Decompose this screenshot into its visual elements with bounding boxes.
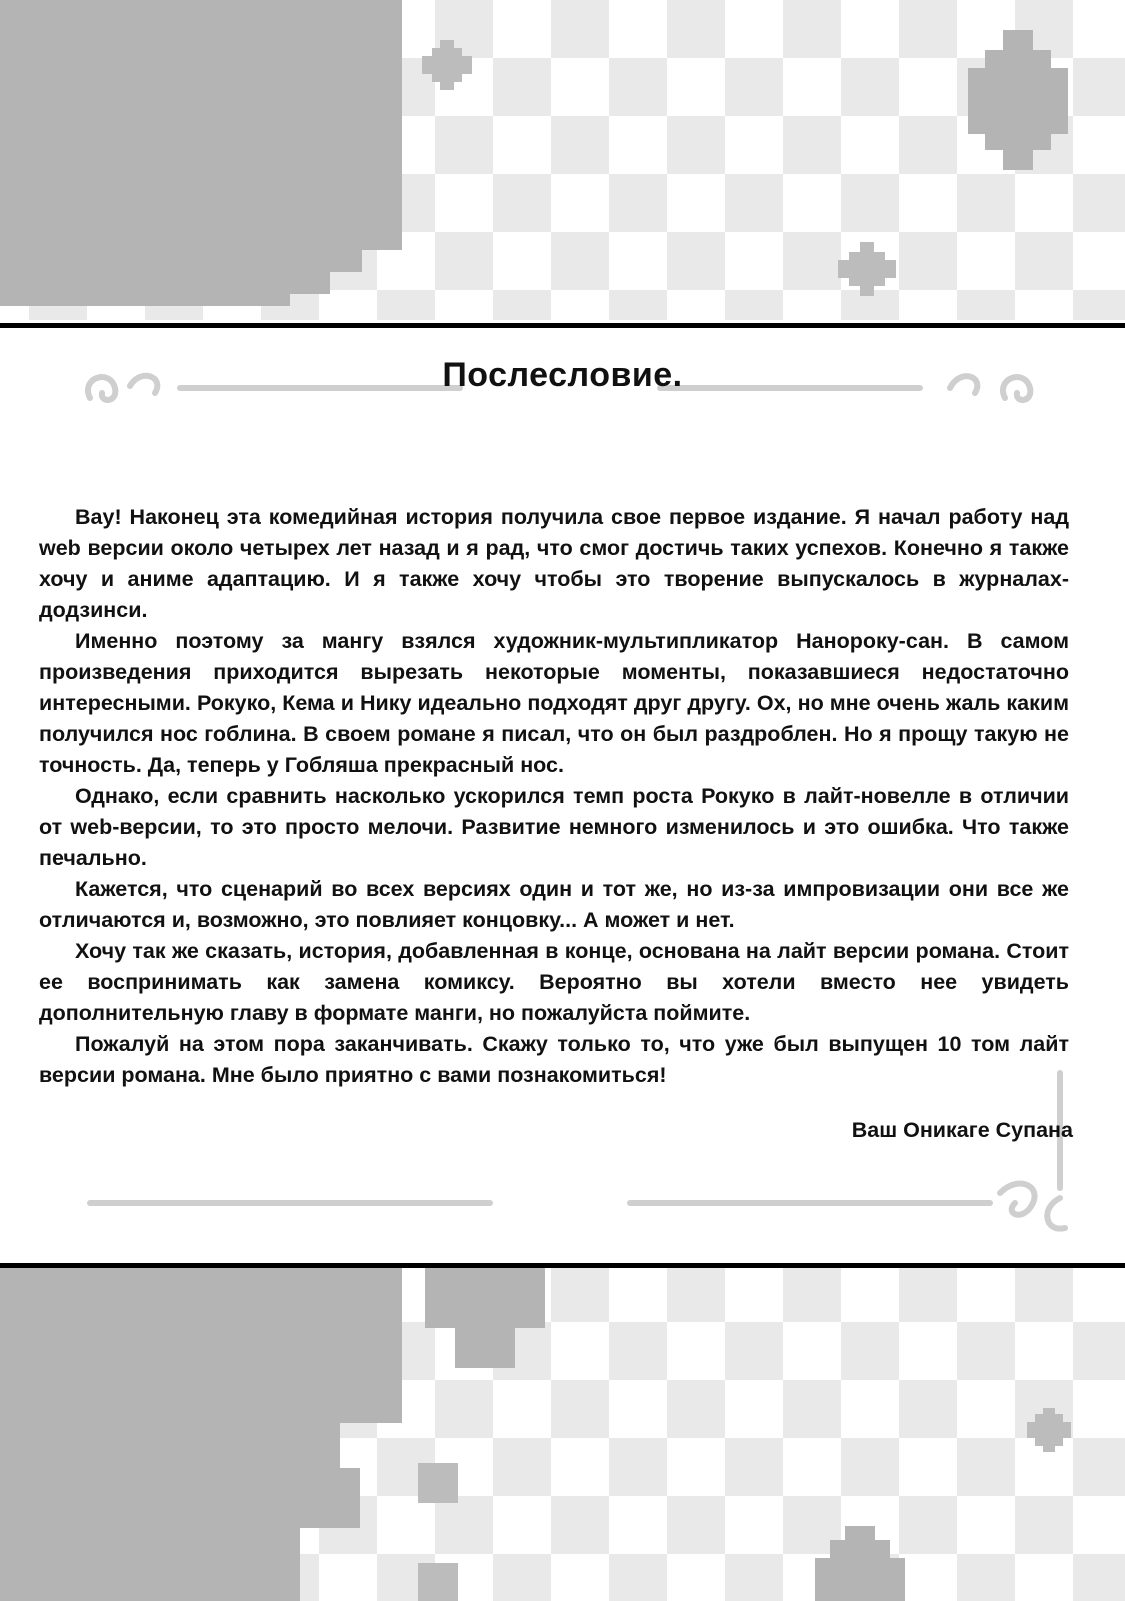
checkerboard-pattern <box>0 1268 1125 1601</box>
afterword-body <box>39 502 1069 1091</box>
author-signature: Ваш Оникаге Супана <box>851 1118 1073 1142</box>
page-title: Послесловие. <box>442 356 683 394</box>
flourish-ornament <box>70 1173 1060 1233</box>
paragraph: Кажется, что сценарий во всех версиях один и тот же, но из-за импровизации они все же отличаются и, возможно, это повлияет концовку... А может и нет. <box>39 877 1069 932</box>
afterword-panel <box>0 328 1125 1263</box>
paragraph: Однако, если сравнить насколько ускорился темп роста Рокуко в лайт-новелле в отличии от web-версии, то это просто мелочи. Развитие немного изменилось и это ошибка. Что также печально. <box>39 784 1069 870</box>
gray-silhouette <box>0 0 402 306</box>
top-checker-band <box>0 0 1125 320</box>
checkerboard-pattern <box>0 0 1125 320</box>
paragraph: Хочу так же сказать, история, добавленная в конце, основана на лайт версии романа. Стоит ее воспринимать как замена комиксу. Вероятно вы хотели вместо нее увидеть дополнительную главу в формате манги, но пожалуйста поймите. <box>39 939 1069 1025</box>
paragraph: Пожалуй на этом пора заканчивать. Скажу только то, что уже был выпущен 10 том лайт версии романа. Мне было приятно с вами познакомиться! <box>39 1032 1069 1087</box>
paragraph: Именно поэтому за мангу взялся художник-мультипликатор Нанороку-сан. В самом произведения приходится вырезать некоторые моменты, показавшиеся недостаточно интересными. Рокуко, Кема и Нику идеально подходят друг другу. Ох, но мне очень жаль каким получился нос гоблина. В своем романе я писал, что он был раздроблен. Но я прощу такую не точность. Да, теперь у Гобляша прекрасный нос. <box>39 629 1069 777</box>
bottom-checker-band <box>0 1268 1125 1601</box>
paragraph: Вау! Наконец эта комедийная история получила свое первое издание. Я начал работу над web версии около четырех лет назад и я рад, что смог достичь таких успехов. Конечно я также хочу и аниме адаптацию. И я также хочу чтобы это творение выпускалось в журналах-додзинси. <box>39 505 1069 622</box>
